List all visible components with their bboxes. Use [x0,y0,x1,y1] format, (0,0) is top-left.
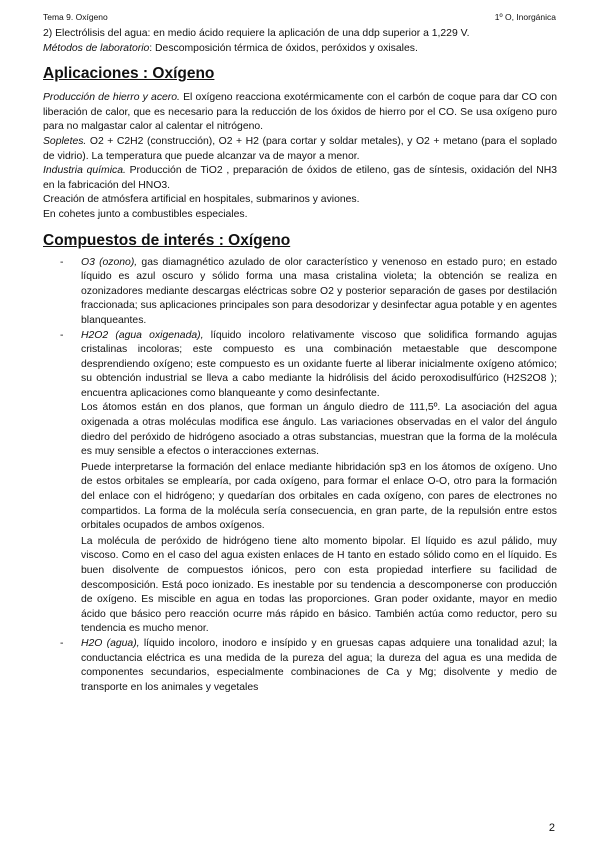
lab-methods-label: Métodos de laboratorio [43,42,150,54]
ozone-paragraph: O3 (ozono), gas diamagnético azulado de olor característico y venenoso en estado puro; en estado líquido es azul oscuro y sólido forma una masa cristalina violeta; la obtención se realiza en ozonizadores mediante descargas eléctricas sobre O2 y posterior separación de gases por destilación fraccionada; sus aplicaciones principales son para desodorizar y desinfectar agua potable y en agentes blanqueantes. [81,256,558,326]
list-bullet: - [60,329,64,341]
page-content [43,27,557,695]
h2o2-properties-paragraph: La molécula de peróxido de hidrógeno tiene alto momento bipolar. El líquido es azul pálido, muy viscoso. Como en el caso del agua existen enlaces de H tanto en estado sólido como en el líquido. Es buen disolvente de compuestos iónicos, pero con esta propiedad interfiere su facilidad de descomposición. Está poco ionizado. Es inestable por su tendencia a descomponerse con producción de oxígeno. Es miscible en agua en todas las proporciones. Gran poder oxidante, mayor en medio ácido que básico pero reacción ocurre más rápido en básico. También actúa como reductor, pero su tendencia es mucho menor. [81,535,557,635]
ozone-label: O3 (ozono), [81,256,138,268]
chemical-industry-label: Industria química. [43,165,126,177]
iron-steel-label: Producción de hierro y acero. [43,92,180,104]
list-item [43,329,557,637]
list-item [43,637,557,695]
atmosphere-paragraph: Creación de atmósfera artificial en hospitales, submarinos y aviones. [43,194,360,206]
page-number: 2 [548,822,555,834]
water-label: H2O (agua), [81,637,140,649]
header-course: 1º O, Inorgánica [494,12,556,22]
compounds-heading: Compuestos de interés : Oxígeno [43,231,291,249]
h2o2-hybridization-paragraph: Puede interpretarse la formación del enlace mediante hibridación sp3 en los átomos de oxígeno. Uno de estos orbitales se emplearía, por cada oxígeno, para formar el enlace O-O, otro para la formación del enlace con el hidrógeno; y quedarían dos orbitales en cada oxígeno, con pares de electrones no compartidos. La forma de la molécula sería consecuencia, en gran parte, de la repulsión entre estos orbitales ocupados de ambos oxígenos. [81,461,557,532]
water-paragraph: H2O (agua), líquido incoloro, inodoro e insípido y en gruesas capas adquiere una tonalidad azul; la conductancia eléctrica es una medida de la pureza del agua; la dureza del agua es una medida de componentes secundarios, especialmente combinaciones de Ca y Mg; disolvente y medio de transporte en los animales y vegetales [81,637,557,693]
h2o2-paragraph: H2O2 (agua oxigenada), líquido incoloro relativamente viscoso que solidifica formando agujas cristalinas incoloras; este compuesto es una combinación metaestable que descompone desprendiendo oxígeno; este compuesto es un oxidante fuerte al liberar inicialmente oxígeno atómico; su obtención industrial se lleva a cabo mediante la hidrólisis del ácido peroxodisulfúrico (H2S2O8 ); encuentra aplicaciones como blanqueante y como desinfectante. [81,329,558,399]
electrolysis-paragraph: 2) Electrólisis del agua: en medio ácido requiere la aplicación de una ddp superior a 1,229 V. [43,28,470,39]
list-item [43,256,557,329]
applications-heading: Aplicaciones : Oxígeno [43,65,215,83]
h2o2-geometry-paragraph: Los átomos están en dos planos, que forman un ángulo diedro de 111,5º. La asociación del agua oxigenada a otras moléculas modifica ese ángulo. Las variaciones observadas en el valor del ángulo diedro del peróxido de hidrógeno asociado a otras substancias, muestran que la forma de la molécula es muy sensible a efectos o interacciones externas. [81,402,557,458]
header-chapter: Tema 9. Oxígeno [43,12,108,22]
chemical-industry-paragraph: Industria química. Producción de TiO2 , preparación de óxidos de etileno, gas de síntesis, oxidación del NH3 en la fabricación del HNO3. [43,165,557,191]
list-bullet: - [60,637,64,649]
lab-methods-paragraph: Métodos de laboratorio: Descomposición térmica de óxidos, peróxidos y oxisales. [43,42,418,54]
list-bullet: - [60,256,64,268]
rockets-paragraph: En cohetes junto a combustibles especiales. [43,208,248,220]
iron-steel-paragraph: Producción de hierro y acero. El oxígeno reacciona exotérmicamente con el carbón de coque para dar CO con liberación de calor, que es necesario para la reducción de los óxidos de hierro por el CO. Se usa oxígeno puro para no malgastar calor al calentar el nitrógeno. [43,92,557,133]
torches-paragraph: Sopletes. O2 + C2H2 (construcción), O2 + H2 (para cortar y soldar metales), y O2 + metano (para el soplado de vidrio). La temperatura que puede alcanzar va de mayor a menor. [43,135,557,162]
h2o2-label: H2O2 (agua oxigenada), [81,329,204,341]
torches-label: Sopletes. [43,135,87,147]
compounds-list [43,256,557,696]
